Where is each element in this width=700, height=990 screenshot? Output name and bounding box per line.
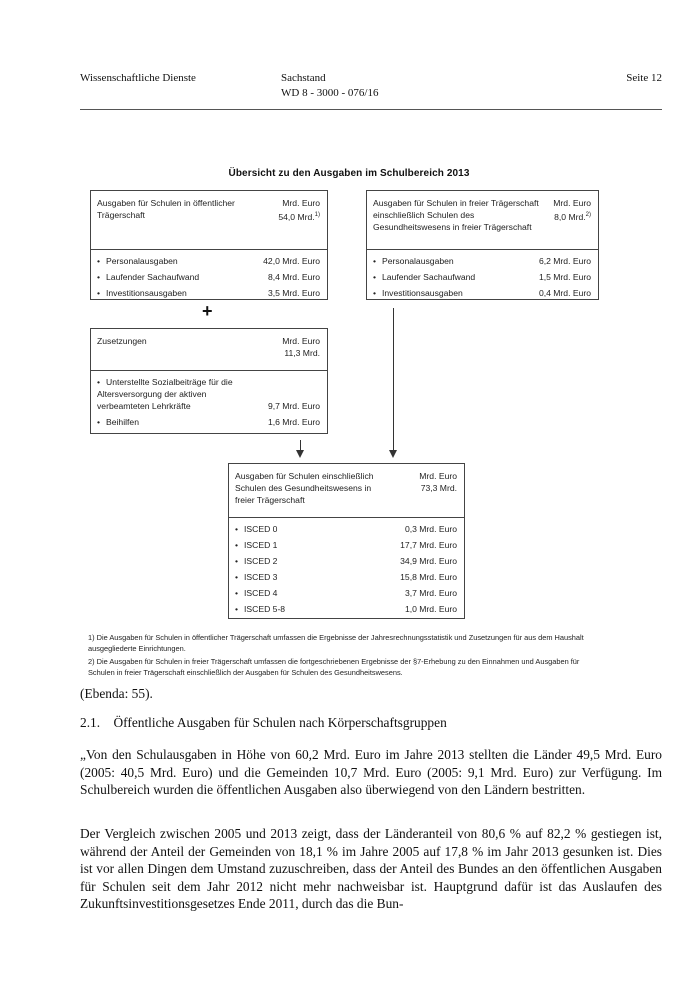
private-box-total-value: 8,0 Mrd. xyxy=(554,211,586,222)
list-item: • Unterstellte Sozialbeiträge für die Altersversorgung der aktiven verbeamteten Lehrkräfte 9,7 Mrd. Euro xyxy=(97,374,321,414)
header-institution: Wissenschaftliche Dienste xyxy=(80,72,196,84)
public-box-total-value: 54,0 Mrd. xyxy=(278,211,315,222)
total-schools-box xyxy=(228,463,465,619)
list-item: • Investitionsausgaben 0,4 Mrd. Euro xyxy=(373,285,592,301)
private-box-title: Ausgaben für Schulen in freier Trägerschaft einschließlich Schulen des Gesundheitswesens in freier Trägerschaft xyxy=(373,198,539,232)
public-box-total xyxy=(278,197,320,223)
public-box-title: Ausgaben für Schulen in öffentlicher Trägerschaft xyxy=(97,198,235,220)
arrow-private-to-total xyxy=(393,308,394,452)
public-schools-box xyxy=(90,190,328,300)
additions-box-unit: Mrd. Euro xyxy=(282,336,320,346)
paragraph-1: „Von den Schulausgaben in Höhe von 60,2 Mrd. Euro im Jahre 2013 stellten die Länder 49,5 Mrd. Euro (2005: 40,5 Mrd. Euro) und die Gemeinden 10,7 Mrd. Euro (2005: 9,1 Mrd. Euro) zur Verfügung. Im Schulbereich wurden die öffentlichen Ausgaben also überwiegend von den Ländern bestritten. xyxy=(80,747,662,797)
header-page-number: Seite 12 xyxy=(626,72,662,84)
header-doc-kind: Sachstand xyxy=(281,72,326,84)
private-box-unit: Mrd. Euro xyxy=(553,198,591,208)
list-item: • ISCED 3 15,8 Mrd. Euro xyxy=(235,569,458,585)
list-item: • Investitionsausgaben 3,5 Mrd. Euro xyxy=(97,285,321,301)
private-box-footnote-ref: 2) xyxy=(585,212,591,218)
list-item: • Personalausgaben 42,0 Mrd. Euro xyxy=(97,253,321,269)
additions-box-total xyxy=(282,335,320,359)
list-item: • ISCED 0 0,3 Mrd. Euro xyxy=(235,521,458,537)
list-item: • ISCED 4 3,7 Mrd. Euro xyxy=(235,585,458,601)
total-box-total xyxy=(419,470,457,494)
list-item: • Personalausgaben 6,2 Mrd. Euro xyxy=(373,253,592,269)
list-item: • ISCED 1 17,7 Mrd. Euro xyxy=(235,537,458,553)
arrow-head-left xyxy=(296,450,304,458)
expenditure-overview-figure xyxy=(88,168,610,680)
total-box-total-value: 73,3 Mrd. xyxy=(420,483,457,493)
additions-box xyxy=(90,328,328,434)
paragraph-2: Der Vergleich zwischen 2005 und 2013 zeigt, dass der Länderanteil von 80,6 % auf 82,2 % gestiegen ist, während der Anteil der Gemeinden von 18,1 % im Jahre 2005 auf 17,8 % im Jahr 2013 gesunken ist. Dies ist vor allen Dingen dem Umstand zuzuschreiben, dass der Anteil des Bundes an den öffentlichen Ausgaben für Schulen seit dem Jahr 2012 nicht mehr nachweisbar ist. Hauptgrund dafür ist das Auslaufen des Zukunftsinvestitionsgesetzes Ende 2011, durch das die Bun- xyxy=(80,826,662,911)
list-item: • Beihilfen 1,6 Mrd. Euro xyxy=(97,414,321,430)
figure-footnote-1: 1) Die Ausgaben für Schulen in öffentlicher Trägerschaft umfassen die Ergebnisse der Jahresrechnungsstatistik und Zusetzungen für aus dem Haushalt ausgegliederte Einrichtungen. xyxy=(88,633,584,653)
public-box-footnote-ref: 1) xyxy=(314,212,320,218)
section-heading: 2.1. Öffentliche Ausgaben für Schulen nach Körperschaftsgruppen xyxy=(80,715,447,730)
header-document-type xyxy=(281,71,378,101)
private-schools-box xyxy=(366,190,599,300)
private-box-total xyxy=(553,197,591,223)
plus-sign: + xyxy=(202,301,213,321)
list-item: • ISCED 2 34,9 Mrd. Euro xyxy=(235,553,458,569)
list-item: • Laufender Sachaufwand 1,5 Mrd. Euro xyxy=(373,269,592,285)
additions-box-title: Zusetzungen xyxy=(97,336,147,346)
list-item: • Laufender Sachaufwand 8,4 Mrd. Euro xyxy=(97,269,321,285)
header-divider xyxy=(80,109,662,110)
figure-title: Übersicht zu den Ausgaben im Schulbereich 2013 xyxy=(228,168,470,179)
total-box-unit: Mrd. Euro xyxy=(419,471,457,481)
public-box-unit: Mrd. Euro xyxy=(282,198,320,208)
source-citation: (Ebenda: 55). xyxy=(80,686,153,701)
additions-box-total-value: 11,3 Mrd. xyxy=(284,348,320,358)
figure-footnote-2: 2) Die Ausgaben für Schulen in freier Trägerschaft umfassen die fortgeschriebenen Ergebnisse der §7-Erhebung zu den Einnahmen und Ausgaben für Schulen in freier Trägerschaft einschließlich der Ausgaben für Schulen des Gesundheitswesens. xyxy=(88,657,580,677)
arrow-head-right xyxy=(389,450,397,458)
total-box-title: Ausgaben für Schulen einschließlich Schulen des Gesundheitswesens in freier Trägerschaft xyxy=(235,471,374,505)
list-item: • ISCED 5-8 1,0 Mrd. Euro xyxy=(235,601,458,617)
header-doc-number: WD 8 - 3000 - 076/16 xyxy=(281,87,379,99)
